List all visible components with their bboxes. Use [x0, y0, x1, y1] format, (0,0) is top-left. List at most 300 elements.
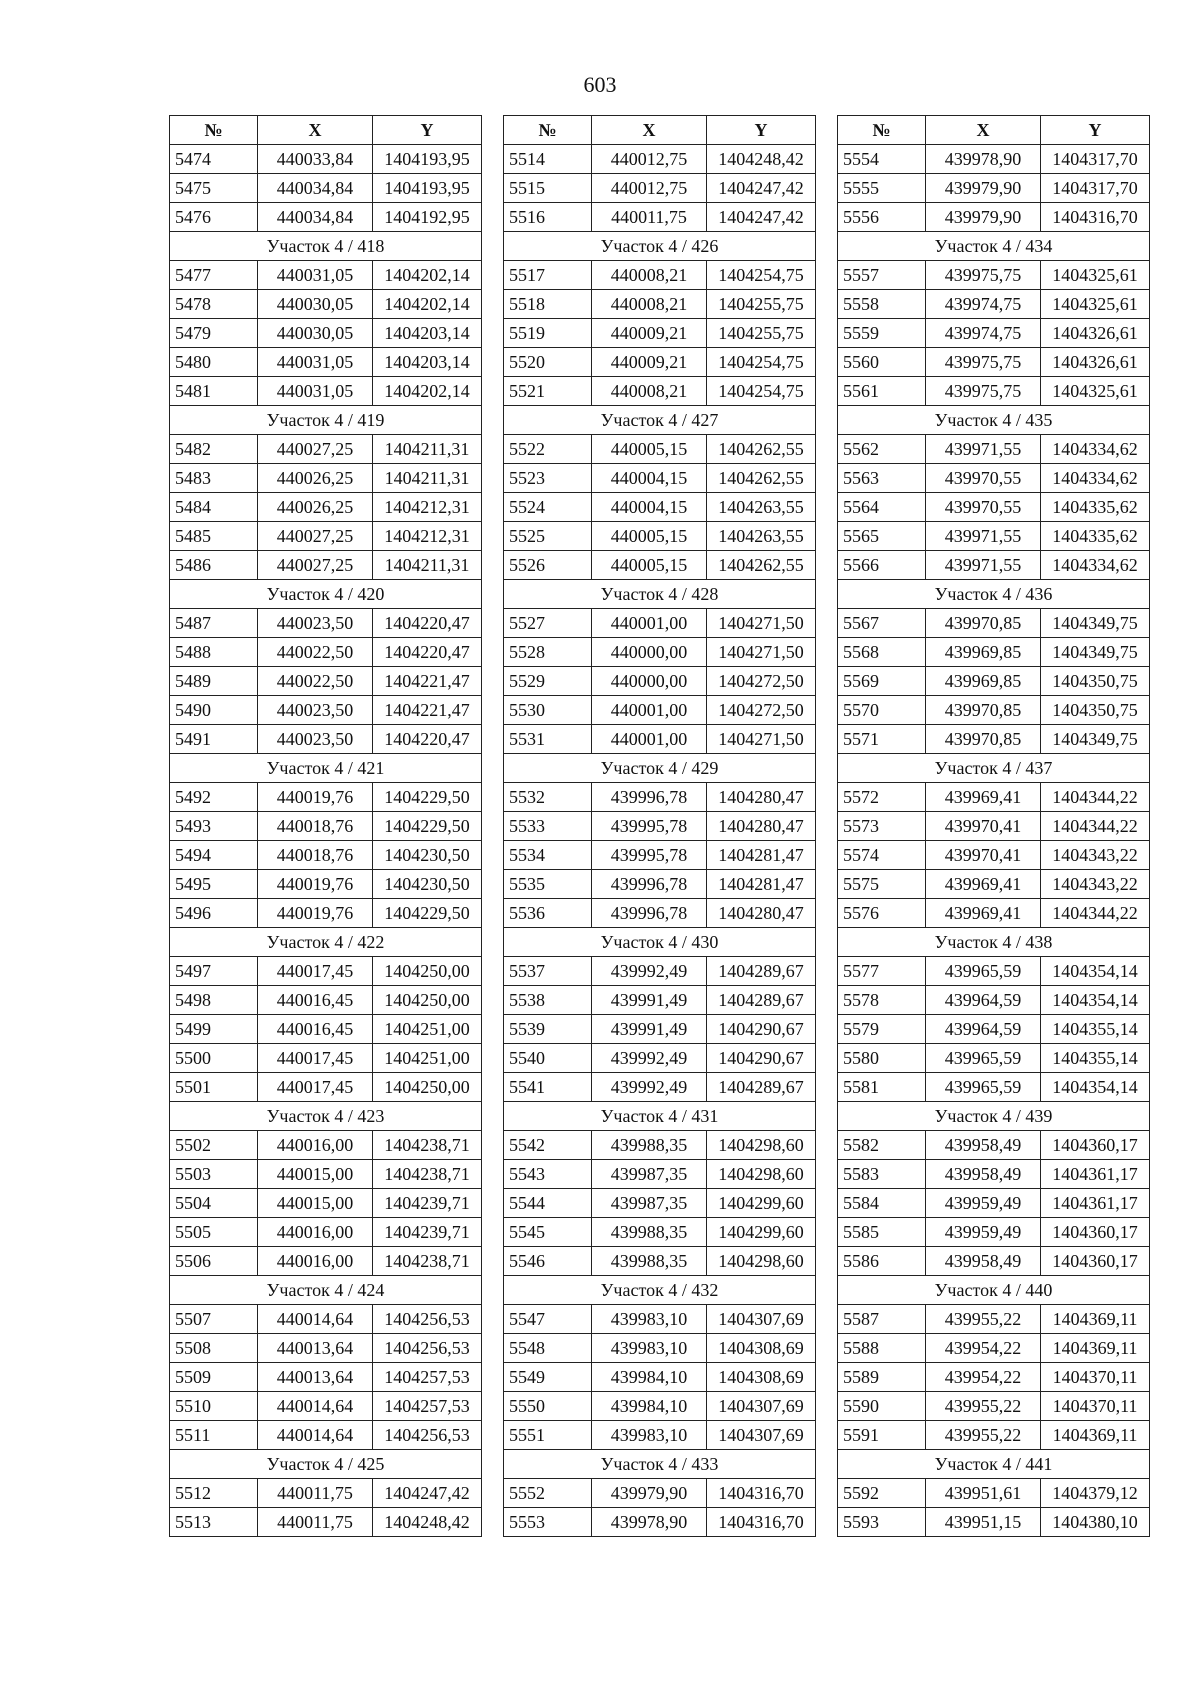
table-row [838, 1015, 1150, 1044]
y-coordinate: 1404350,75 [1041, 667, 1150, 696]
table-row [504, 1218, 816, 1247]
y-coordinate: 1404202,14 [373, 261, 482, 290]
x-coordinate: 439970,55 [926, 464, 1041, 493]
y-coordinate: 1404334,62 [1041, 435, 1150, 464]
y-coordinate: 1404221,47 [373, 696, 482, 725]
y-coordinate: 1404254,75 [707, 261, 816, 290]
table-row [170, 725, 482, 754]
table-row [170, 841, 482, 870]
point-number: 5555 [838, 174, 926, 203]
table-row [504, 319, 816, 348]
x-coordinate: 440015,00 [258, 1189, 373, 1218]
point-number: 5490 [170, 696, 258, 725]
point-number: 5475 [170, 174, 258, 203]
y-coordinate: 1404316,70 [707, 1508, 816, 1537]
x-coordinate: 439996,78 [592, 870, 707, 899]
table-row [170, 957, 482, 986]
y-coordinate: 1404238,71 [373, 1131, 482, 1160]
point-number: 5513 [170, 1508, 258, 1537]
section-title: Участок 4 / 432 [504, 1276, 816, 1305]
point-number: 5493 [170, 812, 258, 841]
x-coordinate: 439974,75 [926, 319, 1041, 348]
table-row [170, 261, 482, 290]
header-number: № [504, 116, 592, 145]
y-coordinate: 1404289,67 [707, 1073, 816, 1102]
table-row [504, 1479, 816, 1508]
section-title: Участок 4 / 427 [504, 406, 816, 435]
table-row [504, 522, 816, 551]
y-coordinate: 1404192,95 [373, 203, 482, 232]
table-row [838, 493, 1150, 522]
y-coordinate: 1404238,71 [373, 1160, 482, 1189]
x-coordinate: 440001,00 [592, 609, 707, 638]
point-number: 5567 [838, 609, 926, 638]
table-row [170, 493, 482, 522]
point-number: 5515 [504, 174, 592, 203]
coordinate-table-3 [837, 115, 1150, 1537]
table-row [504, 870, 816, 899]
point-number: 5491 [170, 725, 258, 754]
table-row [170, 783, 482, 812]
section-row [170, 928, 482, 957]
table-row [838, 203, 1150, 232]
x-coordinate: 440016,45 [258, 986, 373, 1015]
table-row [170, 609, 482, 638]
point-number: 5531 [504, 725, 592, 754]
y-coordinate: 1404349,75 [1041, 609, 1150, 638]
point-number: 5505 [170, 1218, 258, 1247]
x-coordinate: 439959,49 [926, 1189, 1041, 1218]
y-coordinate: 1404248,42 [373, 1508, 482, 1537]
y-coordinate: 1404290,67 [707, 1015, 816, 1044]
y-coordinate: 1404298,60 [707, 1160, 816, 1189]
point-number: 5582 [838, 1131, 926, 1160]
section-title: Участок 4 / 420 [170, 580, 482, 609]
y-coordinate: 1404247,42 [707, 203, 816, 232]
x-coordinate: 439995,78 [592, 841, 707, 870]
coordinate-table-2 [503, 115, 816, 1537]
x-coordinate: 439964,59 [926, 986, 1041, 1015]
y-coordinate: 1404343,22 [1041, 870, 1150, 899]
table-row [504, 1305, 816, 1334]
y-coordinate: 1404256,53 [373, 1305, 482, 1334]
x-coordinate: 440013,64 [258, 1363, 373, 1392]
y-coordinate: 1404354,14 [1041, 1073, 1150, 1102]
y-coordinate: 1404316,70 [1041, 203, 1150, 232]
table-row [838, 696, 1150, 725]
y-coordinate: 1404251,00 [373, 1015, 482, 1044]
y-coordinate: 1404256,53 [373, 1334, 482, 1363]
x-coordinate: 439984,10 [592, 1363, 707, 1392]
section-title: Участок 4 / 421 [170, 754, 482, 783]
y-coordinate: 1404263,55 [707, 522, 816, 551]
point-number: 5508 [170, 1334, 258, 1363]
y-coordinate: 1404272,50 [707, 696, 816, 725]
y-coordinate: 1404211,31 [373, 435, 482, 464]
x-coordinate: 439955,22 [926, 1421, 1041, 1450]
y-coordinate: 1404255,75 [707, 319, 816, 348]
x-coordinate: 439979,90 [592, 1479, 707, 1508]
point-number: 5495 [170, 870, 258, 899]
x-coordinate: 439996,78 [592, 899, 707, 928]
section-row [170, 406, 482, 435]
y-coordinate: 1404360,17 [1041, 1131, 1150, 1160]
point-number: 5587 [838, 1305, 926, 1334]
section-row [504, 580, 816, 609]
x-coordinate: 439954,22 [926, 1363, 1041, 1392]
point-number: 5570 [838, 696, 926, 725]
point-number: 5543 [504, 1160, 592, 1189]
header-x: X [926, 116, 1041, 145]
point-number: 5566 [838, 551, 926, 580]
y-coordinate: 1404316,70 [707, 1479, 816, 1508]
y-coordinate: 1404230,50 [373, 870, 482, 899]
point-number: 5542 [504, 1131, 592, 1160]
x-coordinate: 440031,05 [258, 377, 373, 406]
x-coordinate: 440008,21 [592, 261, 707, 290]
section-row [170, 1276, 482, 1305]
x-coordinate: 439969,41 [926, 870, 1041, 899]
table-row [504, 377, 816, 406]
table-row [838, 319, 1150, 348]
table-row [170, 145, 482, 174]
section-row [838, 928, 1150, 957]
y-coordinate: 1404326,61 [1041, 348, 1150, 377]
section-row [504, 232, 816, 261]
y-coordinate: 1404308,69 [707, 1363, 816, 1392]
y-coordinate: 1404298,60 [707, 1131, 816, 1160]
x-coordinate: 439965,59 [926, 1044, 1041, 1073]
y-coordinate: 1404220,47 [373, 725, 482, 754]
point-number: 5481 [170, 377, 258, 406]
header-y: Y [1041, 116, 1150, 145]
point-number: 5497 [170, 957, 258, 986]
x-coordinate: 440005,15 [592, 551, 707, 580]
point-number: 5524 [504, 493, 592, 522]
y-coordinate: 1404325,61 [1041, 290, 1150, 319]
section-title: Участок 4 / 425 [170, 1450, 482, 1479]
point-number: 5547 [504, 1305, 592, 1334]
point-number: 5509 [170, 1363, 258, 1392]
x-coordinate: 440001,00 [592, 696, 707, 725]
table-row [504, 493, 816, 522]
point-number: 5557 [838, 261, 926, 290]
point-number: 5527 [504, 609, 592, 638]
x-coordinate: 440018,76 [258, 812, 373, 841]
table-row [170, 986, 482, 1015]
table-row [504, 435, 816, 464]
point-number: 5512 [170, 1479, 258, 1508]
x-coordinate: 439958,49 [926, 1247, 1041, 1276]
x-coordinate: 440009,21 [592, 348, 707, 377]
point-number: 5478 [170, 290, 258, 319]
point-number: 5590 [838, 1392, 926, 1421]
table-row [838, 1363, 1150, 1392]
section-title: Участок 4 / 439 [838, 1102, 1150, 1131]
table-row [504, 1073, 816, 1102]
table-row [504, 1189, 816, 1218]
point-number: 5554 [838, 145, 926, 174]
x-coordinate: 440004,15 [592, 464, 707, 493]
table-row [170, 348, 482, 377]
y-coordinate: 1404343,22 [1041, 841, 1150, 870]
point-number: 5581 [838, 1073, 926, 1102]
table-row [170, 1131, 482, 1160]
y-coordinate: 1404308,69 [707, 1334, 816, 1363]
x-coordinate: 440017,45 [258, 1073, 373, 1102]
table-row [504, 1421, 816, 1450]
section-title: Участок 4 / 429 [504, 754, 816, 783]
point-number: 5504 [170, 1189, 258, 1218]
table-row [170, 464, 482, 493]
table-row [504, 638, 816, 667]
x-coordinate: 439988,35 [592, 1247, 707, 1276]
y-coordinate: 1404229,50 [373, 783, 482, 812]
x-coordinate: 439978,90 [592, 1508, 707, 1537]
point-number: 5560 [838, 348, 926, 377]
section-title: Участок 4 / 422 [170, 928, 482, 957]
point-number: 5580 [838, 1044, 926, 1073]
section-title: Участок 4 / 430 [504, 928, 816, 957]
table-row [504, 783, 816, 812]
table-row [504, 261, 816, 290]
y-coordinate: 1404335,62 [1041, 522, 1150, 551]
x-coordinate: 439983,10 [592, 1334, 707, 1363]
table-row [838, 1392, 1150, 1421]
point-number: 5586 [838, 1247, 926, 1276]
y-coordinate: 1404257,53 [373, 1363, 482, 1392]
point-number: 5479 [170, 319, 258, 348]
section-row [838, 580, 1150, 609]
table-row [838, 870, 1150, 899]
y-coordinate: 1404360,17 [1041, 1247, 1150, 1276]
y-coordinate: 1404370,11 [1041, 1363, 1150, 1392]
y-coordinate: 1404361,17 [1041, 1189, 1150, 1218]
table-row [504, 1160, 816, 1189]
table-row [504, 667, 816, 696]
header-y: Y [373, 116, 482, 145]
table-row [838, 1160, 1150, 1189]
x-coordinate: 440026,25 [258, 493, 373, 522]
x-coordinate: 439995,78 [592, 812, 707, 841]
point-number: 5496 [170, 899, 258, 928]
header-y: Y [707, 116, 816, 145]
point-number: 5502 [170, 1131, 258, 1160]
x-coordinate: 440022,50 [258, 667, 373, 696]
y-coordinate: 1404251,00 [373, 1044, 482, 1073]
section-row [504, 1450, 816, 1479]
point-number: 5545 [504, 1218, 592, 1247]
y-coordinate: 1404211,31 [373, 464, 482, 493]
table-row [838, 986, 1150, 1015]
table-row [838, 551, 1150, 580]
section-title: Участок 4 / 428 [504, 580, 816, 609]
point-number: 5535 [504, 870, 592, 899]
point-number: 5483 [170, 464, 258, 493]
section-title: Участок 4 / 440 [838, 1276, 1150, 1305]
section-title: Участок 4 / 419 [170, 406, 482, 435]
point-number: 5589 [838, 1363, 926, 1392]
point-number: 5528 [504, 638, 592, 667]
table-row [838, 841, 1150, 870]
y-coordinate: 1404360,17 [1041, 1218, 1150, 1247]
point-number: 5514 [504, 145, 592, 174]
x-coordinate: 440027,25 [258, 435, 373, 464]
point-number: 5522 [504, 435, 592, 464]
section-title: Участок 4 / 424 [170, 1276, 482, 1305]
y-coordinate: 1404203,14 [373, 348, 482, 377]
table-row [170, 1392, 482, 1421]
table-row [170, 290, 482, 319]
point-number: 5537 [504, 957, 592, 986]
y-coordinate: 1404369,11 [1041, 1334, 1150, 1363]
x-coordinate: 440000,00 [592, 638, 707, 667]
x-coordinate: 440014,64 [258, 1421, 373, 1450]
point-number: 5501 [170, 1073, 258, 1102]
table-row [170, 870, 482, 899]
table-row [838, 145, 1150, 174]
x-coordinate: 439969,85 [926, 667, 1041, 696]
x-coordinate: 439996,78 [592, 783, 707, 812]
point-number: 5550 [504, 1392, 592, 1421]
y-coordinate: 1404379,12 [1041, 1479, 1150, 1508]
point-number: 5576 [838, 899, 926, 928]
table-row [504, 464, 816, 493]
x-coordinate: 439992,49 [592, 957, 707, 986]
x-coordinate: 440012,75 [592, 145, 707, 174]
y-coordinate: 1404280,47 [707, 899, 816, 928]
section-row [838, 754, 1150, 783]
y-coordinate: 1404262,55 [707, 551, 816, 580]
x-coordinate: 440034,84 [258, 174, 373, 203]
header-x: X [258, 116, 373, 145]
section-row [838, 1102, 1150, 1131]
point-number: 5548 [504, 1334, 592, 1363]
x-coordinate: 440013,64 [258, 1334, 373, 1363]
y-coordinate: 1404262,55 [707, 464, 816, 493]
x-coordinate: 440016,00 [258, 1247, 373, 1276]
table-row [504, 1247, 816, 1276]
table-row [504, 696, 816, 725]
point-number: 5556 [838, 203, 926, 232]
y-coordinate: 1404349,75 [1041, 638, 1150, 667]
point-number: 5591 [838, 1421, 926, 1450]
point-number: 5494 [170, 841, 258, 870]
table-row [170, 1421, 482, 1450]
x-coordinate: 439954,22 [926, 1334, 1041, 1363]
x-coordinate: 440023,50 [258, 725, 373, 754]
table-row [504, 145, 816, 174]
table-row [838, 1247, 1150, 1276]
point-number: 5585 [838, 1218, 926, 1247]
table-row [170, 899, 482, 928]
y-coordinate: 1404263,55 [707, 493, 816, 522]
table-row [504, 1363, 816, 1392]
point-number: 5569 [838, 667, 926, 696]
x-coordinate: 439955,22 [926, 1305, 1041, 1334]
table-row [170, 1334, 482, 1363]
x-coordinate: 440011,75 [258, 1508, 373, 1537]
point-number: 5529 [504, 667, 592, 696]
table-row [838, 348, 1150, 377]
x-coordinate: 439951,61 [926, 1479, 1041, 1508]
y-coordinate: 1404247,42 [707, 174, 816, 203]
point-number: 5588 [838, 1334, 926, 1363]
y-coordinate: 1404326,61 [1041, 319, 1150, 348]
x-coordinate: 439991,49 [592, 1015, 707, 1044]
y-coordinate: 1404298,60 [707, 1247, 816, 1276]
point-number: 5480 [170, 348, 258, 377]
y-coordinate: 1404299,60 [707, 1189, 816, 1218]
table-header-row [504, 116, 816, 145]
y-coordinate: 1404202,14 [373, 377, 482, 406]
point-number: 5575 [838, 870, 926, 899]
y-coordinate: 1404307,69 [707, 1421, 816, 1450]
point-number: 5553 [504, 1508, 592, 1537]
point-number: 5474 [170, 145, 258, 174]
y-coordinate: 1404361,17 [1041, 1160, 1150, 1189]
point-number: 5506 [170, 1247, 258, 1276]
x-coordinate: 439992,49 [592, 1044, 707, 1073]
table-row [504, 290, 816, 319]
y-coordinate: 1404280,47 [707, 812, 816, 841]
table-row [838, 899, 1150, 928]
y-coordinate: 1404334,62 [1041, 551, 1150, 580]
x-coordinate: 440016,00 [258, 1218, 373, 1247]
y-coordinate: 1404354,14 [1041, 986, 1150, 1015]
point-number: 5592 [838, 1479, 926, 1508]
table-row [504, 986, 816, 1015]
x-coordinate: 440027,25 [258, 522, 373, 551]
section-title: Участок 4 / 426 [504, 232, 816, 261]
section-title: Участок 4 / 423 [170, 1102, 482, 1131]
table-row [838, 1305, 1150, 1334]
y-coordinate: 1404289,67 [707, 986, 816, 1015]
table-row [170, 696, 482, 725]
point-number: 5503 [170, 1160, 258, 1189]
y-coordinate: 1404325,61 [1041, 261, 1150, 290]
y-coordinate: 1404271,50 [707, 609, 816, 638]
section-title: Участок 4 / 433 [504, 1450, 816, 1479]
x-coordinate: 440027,25 [258, 551, 373, 580]
x-coordinate: 439970,41 [926, 812, 1041, 841]
point-number: 5477 [170, 261, 258, 290]
y-coordinate: 1404307,69 [707, 1305, 816, 1334]
point-number: 5487 [170, 609, 258, 638]
x-coordinate: 439970,85 [926, 609, 1041, 638]
section-row [504, 406, 816, 435]
x-coordinate: 440008,21 [592, 377, 707, 406]
point-number: 5519 [504, 319, 592, 348]
y-coordinate: 1404289,67 [707, 957, 816, 986]
point-number: 5534 [504, 841, 592, 870]
x-coordinate: 439970,85 [926, 696, 1041, 725]
section-row [838, 232, 1150, 261]
y-coordinate: 1404221,47 [373, 667, 482, 696]
x-coordinate: 439951,15 [926, 1508, 1041, 1537]
y-coordinate: 1404355,14 [1041, 1044, 1150, 1073]
x-coordinate: 439969,85 [926, 638, 1041, 667]
section-row [838, 1276, 1150, 1305]
y-coordinate: 1404248,42 [707, 145, 816, 174]
point-number: 5574 [838, 841, 926, 870]
x-coordinate: 439984,10 [592, 1392, 707, 1421]
point-number: 5526 [504, 551, 592, 580]
point-number: 5540 [504, 1044, 592, 1073]
section-title: Участок 4 / 435 [838, 406, 1150, 435]
x-coordinate: 440011,75 [258, 1479, 373, 1508]
x-coordinate: 439991,49 [592, 986, 707, 1015]
